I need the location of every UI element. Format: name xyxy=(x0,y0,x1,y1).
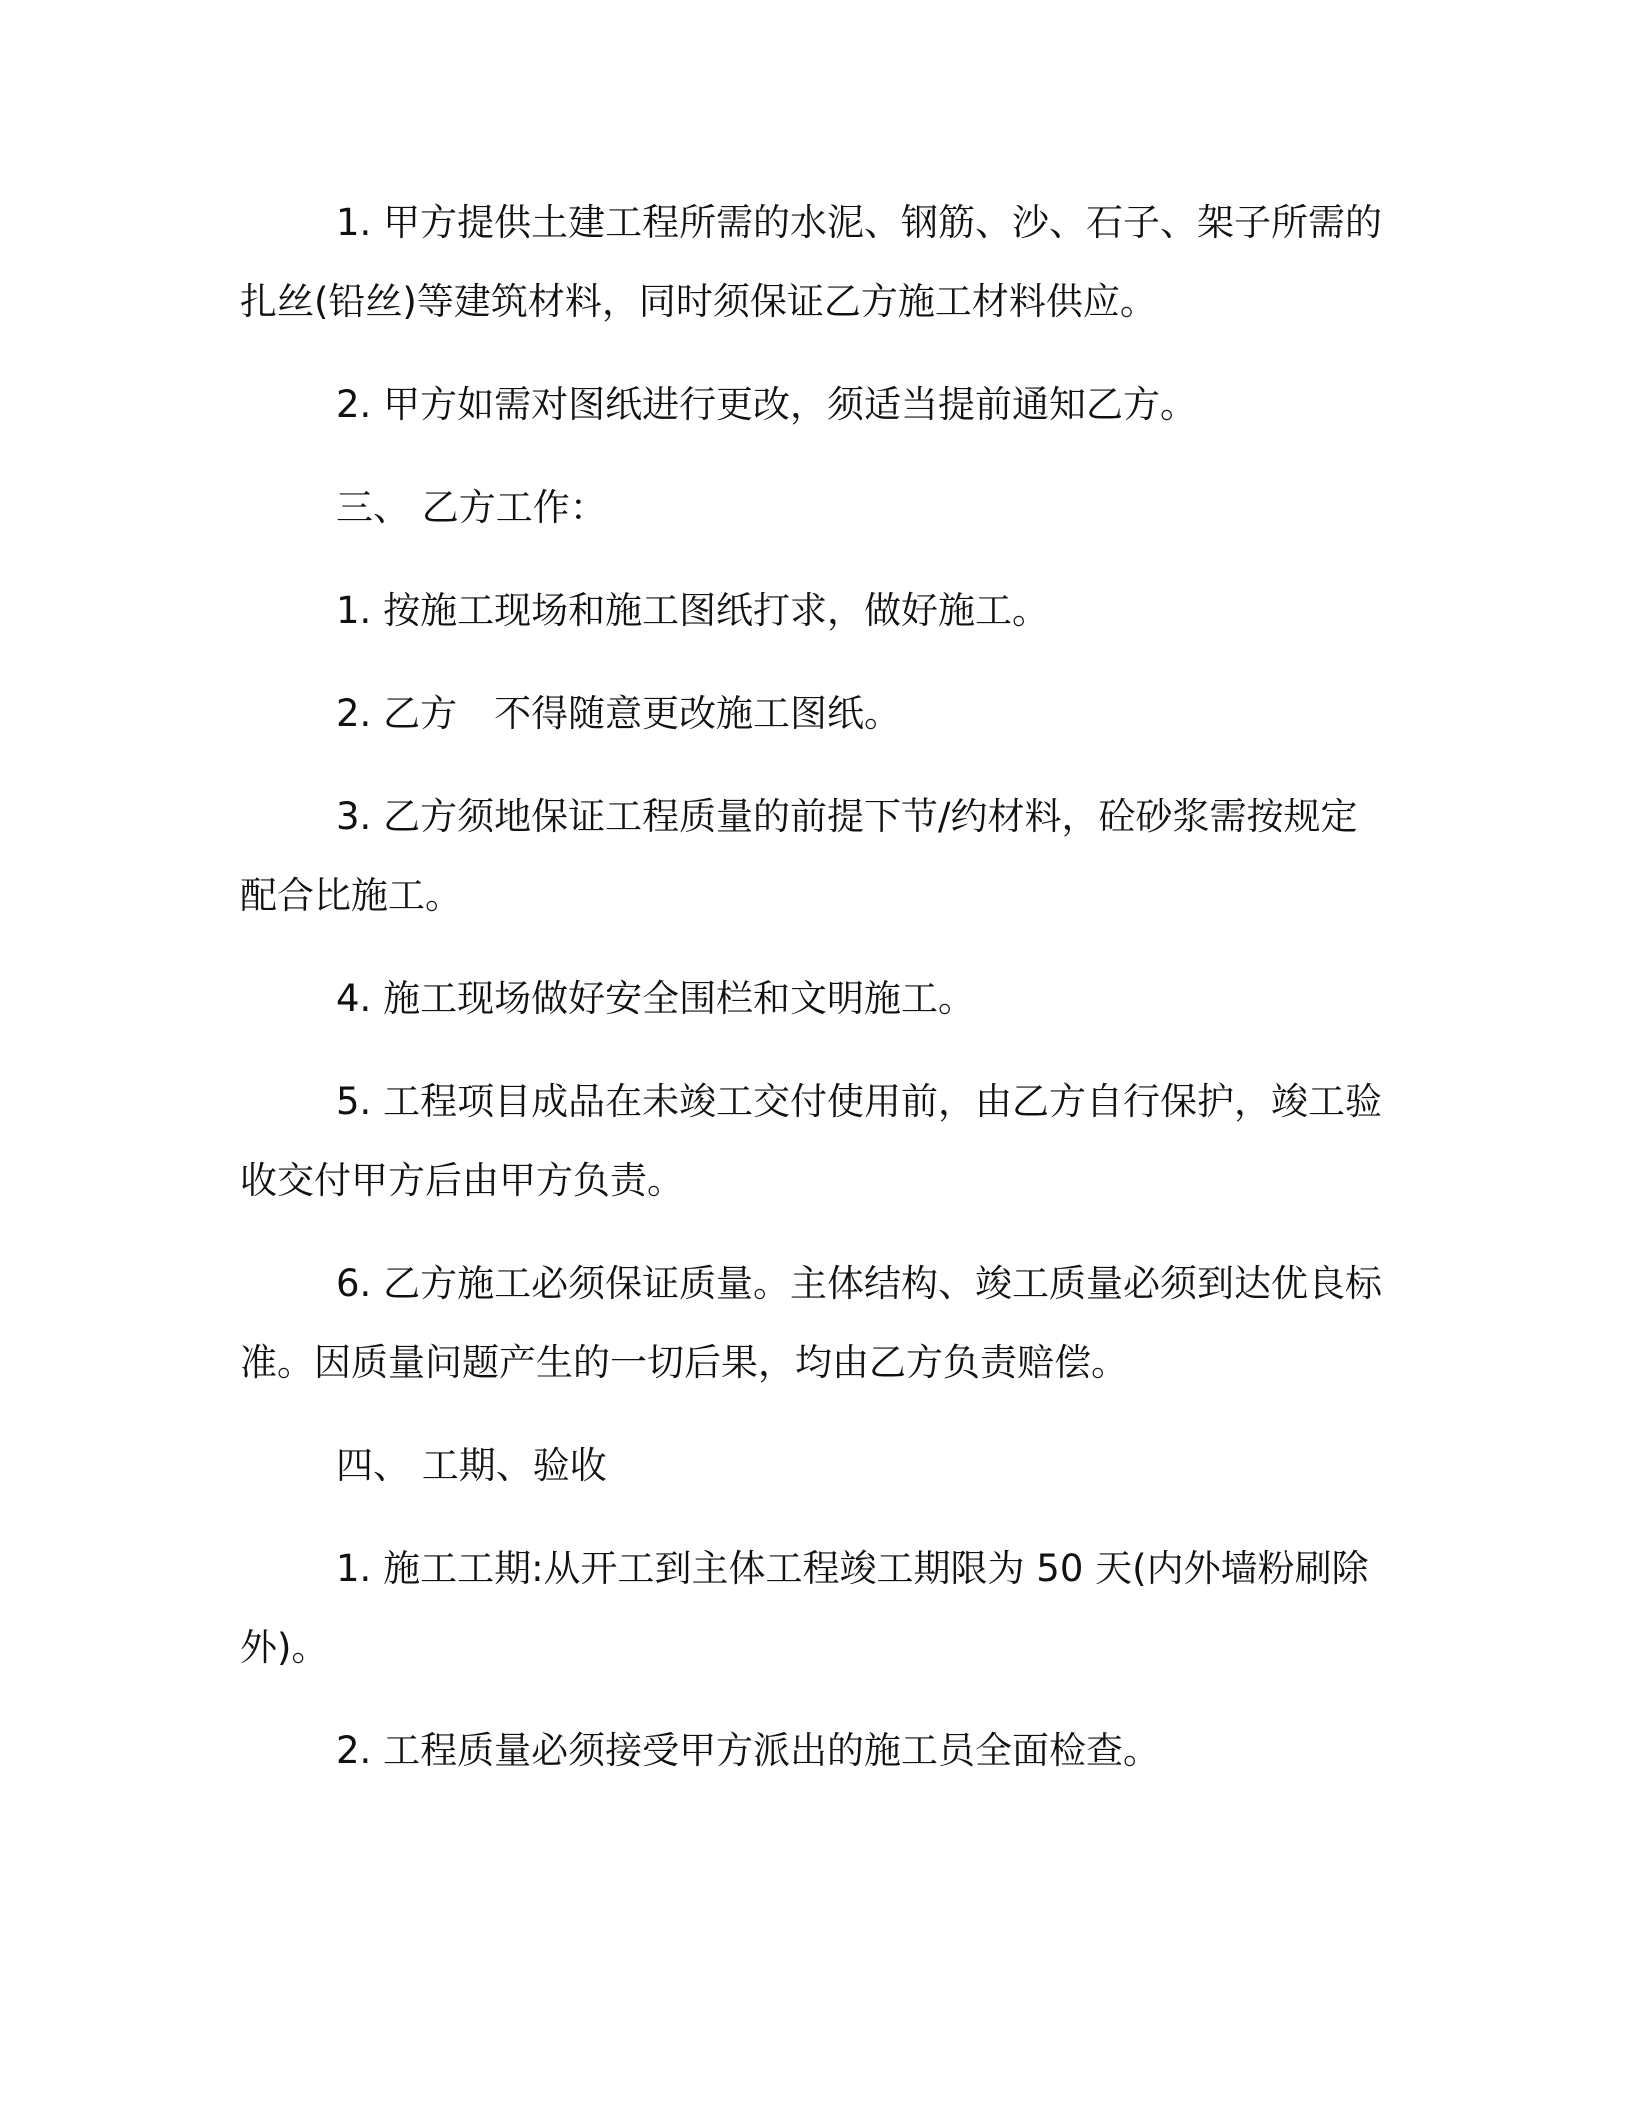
clause-party-b-construction: 1. 按施工现场和施工图纸打求，做好施工。 xyxy=(336,589,1050,632)
section-heading-schedule-acceptance: 四、 工期、验收 xyxy=(336,1444,607,1487)
clause-party-b-quality-materials: 3. 乙方须地保证工程质量的前提下节/约材料，砼砂浆需按规定配合比施工。 xyxy=(240,795,1358,917)
section-heading-party-b-work: 三、 乙方工作： xyxy=(336,486,607,529)
document-body xyxy=(240,183,1390,1814)
clause-party-b-site-safety: 4. 施工现场做好安全围栏和文明施工。 xyxy=(336,977,976,1020)
clause-construction-period: 1. 施工工期:从开工到主体工程竣工期限为 50 天(内外墙粉刷除外)。 xyxy=(240,1547,1369,1669)
clause-party-b-protection: 5. 工程项目成品在未竣工交付使用前，由乙方自行保护，竣工验收交付甲方后由甲方负责。 xyxy=(240,1080,1383,1202)
clause-party-b-no-drawing-changes: 2. 乙方 不得随意更改施工图纸。 xyxy=(336,692,902,735)
clause-party-a-drawing-changes: 2. 甲方如需对图纸进行更改，须适当提前通知乙方。 xyxy=(336,383,1198,426)
clause-quality-inspection: 2. 工程质量必须接受甲方派出的施工员全面检查。 xyxy=(336,1729,1161,1772)
clause-party-b-quality-liability: 6. 乙方施工必须保证质量。主体结构、竣工质量必须到达优良标准。因质量问题产生的一切后果，均由乙方负责赔偿。 xyxy=(240,1262,1383,1384)
clause-party-a-materials: 1. 甲方提供土建工程所需的水泥、钢筋、沙、石子、架子所需的扎丝(铅丝)等建筑材料，同时须保证乙方施工材料供应。 xyxy=(240,201,1383,323)
